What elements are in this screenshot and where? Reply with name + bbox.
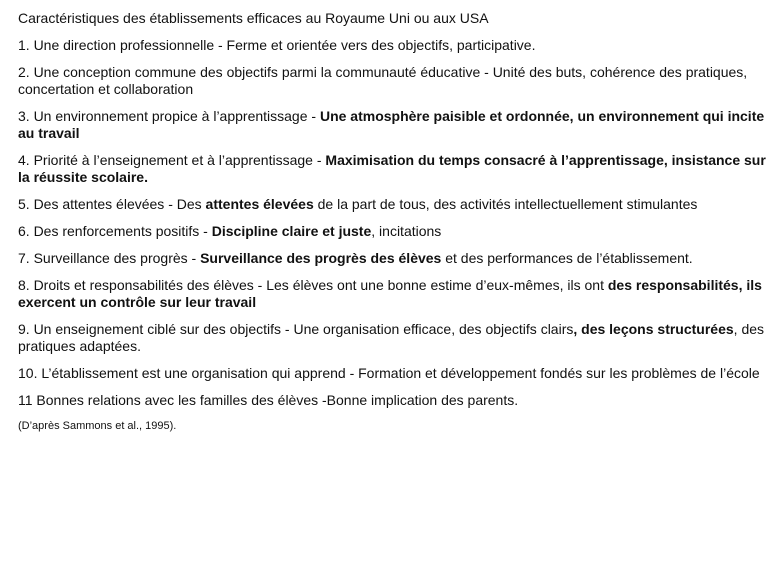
list-item xyxy=(18,196,770,213)
item-text: 4. Priorité à l’enseignement et à l’apprentissage - xyxy=(18,152,326,168)
item-text: et des performances de l’établissement. xyxy=(441,250,693,266)
item-text: , incitations xyxy=(371,223,442,239)
source-citation: (D’après Sammons et al., 1995). xyxy=(18,420,177,432)
item-text: 7. Surveillance des progrès - xyxy=(18,250,201,266)
characteristics-list xyxy=(18,37,770,409)
list-item xyxy=(18,392,770,409)
item-text: 8. Droits et responsabilités des élèves - Les élèves ont une bonne estime d’eux-mêmes, ils ont xyxy=(18,277,608,293)
item-text: 10. L’établissement est une organisation qui apprend - Formation et développement fondés sur les problèmes de l’école xyxy=(18,365,760,381)
bold-text: Discipline claire et juste xyxy=(211,223,372,239)
list-item xyxy=(18,223,770,240)
item-text: 5. Des attentes élevées - Des xyxy=(18,196,206,212)
bold-text: , des leçons structurées xyxy=(573,321,734,337)
bold-text: Une atmosphère paisible et ordonnée, un environnement qui incite au travail xyxy=(18,108,765,141)
item-text: 1. Une direction professionnelle - Ferme et orientée vers des objectifs, participative. xyxy=(18,37,536,53)
bold-text: Maximisation du temps consacré à l’apprentissage, insistance sur la réussite scolaire. xyxy=(18,152,766,185)
bold-text: des responsabilités, ils exercent un contrôle sur leur travail xyxy=(18,277,762,310)
list-item xyxy=(18,37,770,54)
list-item xyxy=(18,321,770,355)
item-text: 6. Des renforcements positifs - xyxy=(18,223,212,239)
bold-text: Surveillance des progrès des élèves xyxy=(200,250,442,266)
list-item xyxy=(18,277,770,311)
bold-text: attentes élevées xyxy=(205,196,314,212)
item-text: 11 Bonnes relations avec les familles des élèves -Bonne implication des parents. xyxy=(18,392,519,408)
item-text: 3. Un environnement propice à l’apprentissage - xyxy=(18,108,320,124)
list-item xyxy=(18,365,770,382)
list-item xyxy=(18,64,770,98)
item-text: , des pratiques adaptées. xyxy=(18,321,765,354)
item-text: de la part de tous, des activités intellectuellement stimulantes xyxy=(313,196,698,212)
list-item xyxy=(18,152,770,186)
document-title: Caractéristiques des établissements efficaces au Royaume Uni ou aux USA xyxy=(18,10,489,26)
item-text: 2. Une conception commune des objectifs parmi la communauté éducative - Unité des buts, cohérence des pratiques, concertation et collaboration xyxy=(18,64,748,97)
list-item xyxy=(18,108,770,142)
document-page xyxy=(18,10,770,433)
list-item xyxy=(18,250,770,267)
item-text: 9. Un enseignement ciblé sur des objectifs - Une organisation efficace, des objectifs clairs xyxy=(18,321,574,337)
